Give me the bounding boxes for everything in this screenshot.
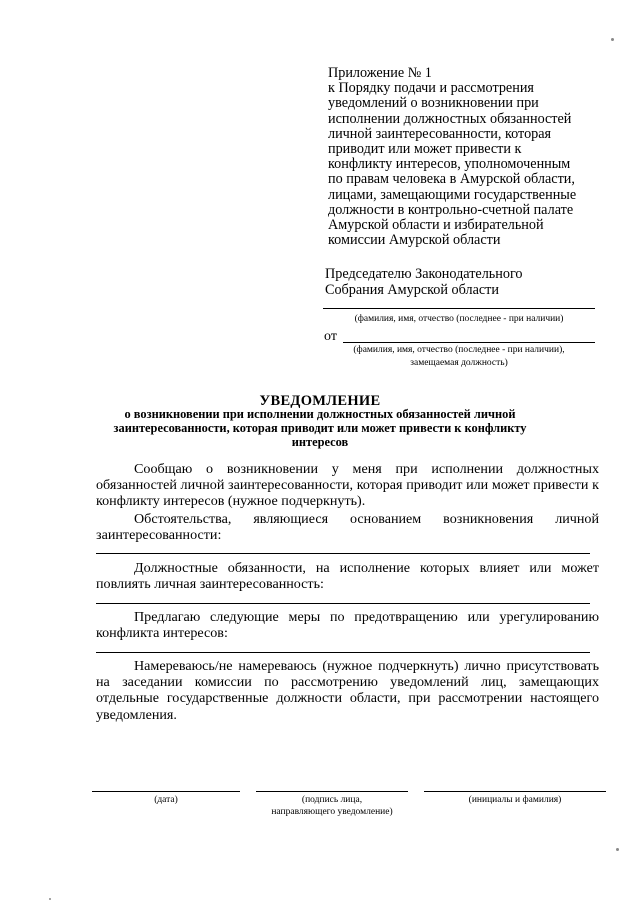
appendix-line: уведомлений о возникновении при (328, 95, 539, 112)
name-caption: (инициалы и фамилия) (468, 795, 562, 805)
from-label: от (324, 329, 337, 344)
appendix-line: к Порядку подачи и рассмотрения (328, 80, 534, 97)
fill-line-2 (96, 603, 590, 604)
appendix-line: конфликту интересов, уполномоченным (328, 156, 571, 173)
paragraph-4: Предлагаю следующие меры по предотвращению или урегулированию конфликта интересов: (96, 609, 599, 642)
scan-speck (611, 38, 614, 41)
fill-line-1 (96, 553, 590, 554)
addressee-line-1: Председателю Законодательного (325, 266, 523, 282)
from-rule (343, 342, 595, 343)
document-title: УВЕДОМЛЕНИЕ (259, 393, 381, 409)
appendix-line: приводит или может привести к (328, 141, 522, 158)
appendix-line: исполнении должностных обязанностей (328, 110, 572, 127)
signature-caption-line-2: направляющего уведомление) (271, 807, 393, 817)
date-rule (92, 791, 240, 792)
paragraph-2: Обстоятельства, являющиеся основанием возникновения личной заинтересованности: (96, 511, 599, 544)
signature-rule (256, 791, 408, 792)
appendix-line: комиссии Амурской области (328, 232, 501, 249)
name-caption-1: (фамилия, имя, отчество (последнее - при наличии) (354, 314, 564, 324)
name-caption-2-line-2: замещаемая должность) (410, 358, 508, 368)
appendix-header (328, 66, 618, 248)
fill-line-3 (96, 652, 590, 653)
appendix-line: лицами, замещающими государственные (328, 186, 577, 203)
subtitle-line-1: о возникновении при исполнении должностных обязанностей личной (124, 407, 516, 421)
appendix-line: Амурской области и избирательной (328, 217, 544, 234)
addressee-rule-1 (323, 308, 595, 309)
paragraph-3: Должностные обязанности, на исполнение которых влияет или может повлиять личная заинтересованность: (96, 560, 599, 593)
name-rule (424, 791, 606, 792)
document-subtitle (0, 407, 640, 449)
scan-speck (49, 898, 51, 900)
appendix-line: по правам человека в Амурской области, (328, 171, 575, 188)
appendix-line: личной заинтересованности, которая (328, 125, 552, 142)
subtitle-line-3: интересов (291, 435, 349, 449)
signature-caption-line-1: (подпись лица, (301, 795, 363, 805)
addressee-line-2: Собрания Амурской области (325, 282, 499, 298)
appendix-line: Приложение № 1 (328, 65, 432, 81)
name-caption-2-line-1: (фамилия, имя, отчество (последнее - при наличии), (353, 345, 565, 355)
date-caption: (дата) (154, 795, 178, 805)
subtitle-line-2: заинтересованности, которая приводит или может привести к конфликту (113, 421, 527, 435)
scan-speck (616, 848, 619, 851)
paragraph-5: Намереваюсь/не намереваюсь (нужное подчеркнуть) лично присутствовать на заседании комиссии по рассмотрению уведомлений лиц, замещающих отдельные государственные должности области, при рассмотрении настоящего уведомления. (96, 658, 599, 723)
paragraph-1: Сообщаю о возникновении у меня при исполнении должностных обязанностей личной заинтересованности, которая приводит или может привести к конфликту интересов (нужное подчеркнуть). (96, 461, 599, 510)
addressee-block (325, 266, 523, 298)
appendix-line: должности в контрольно-счетной палате (328, 201, 574, 218)
